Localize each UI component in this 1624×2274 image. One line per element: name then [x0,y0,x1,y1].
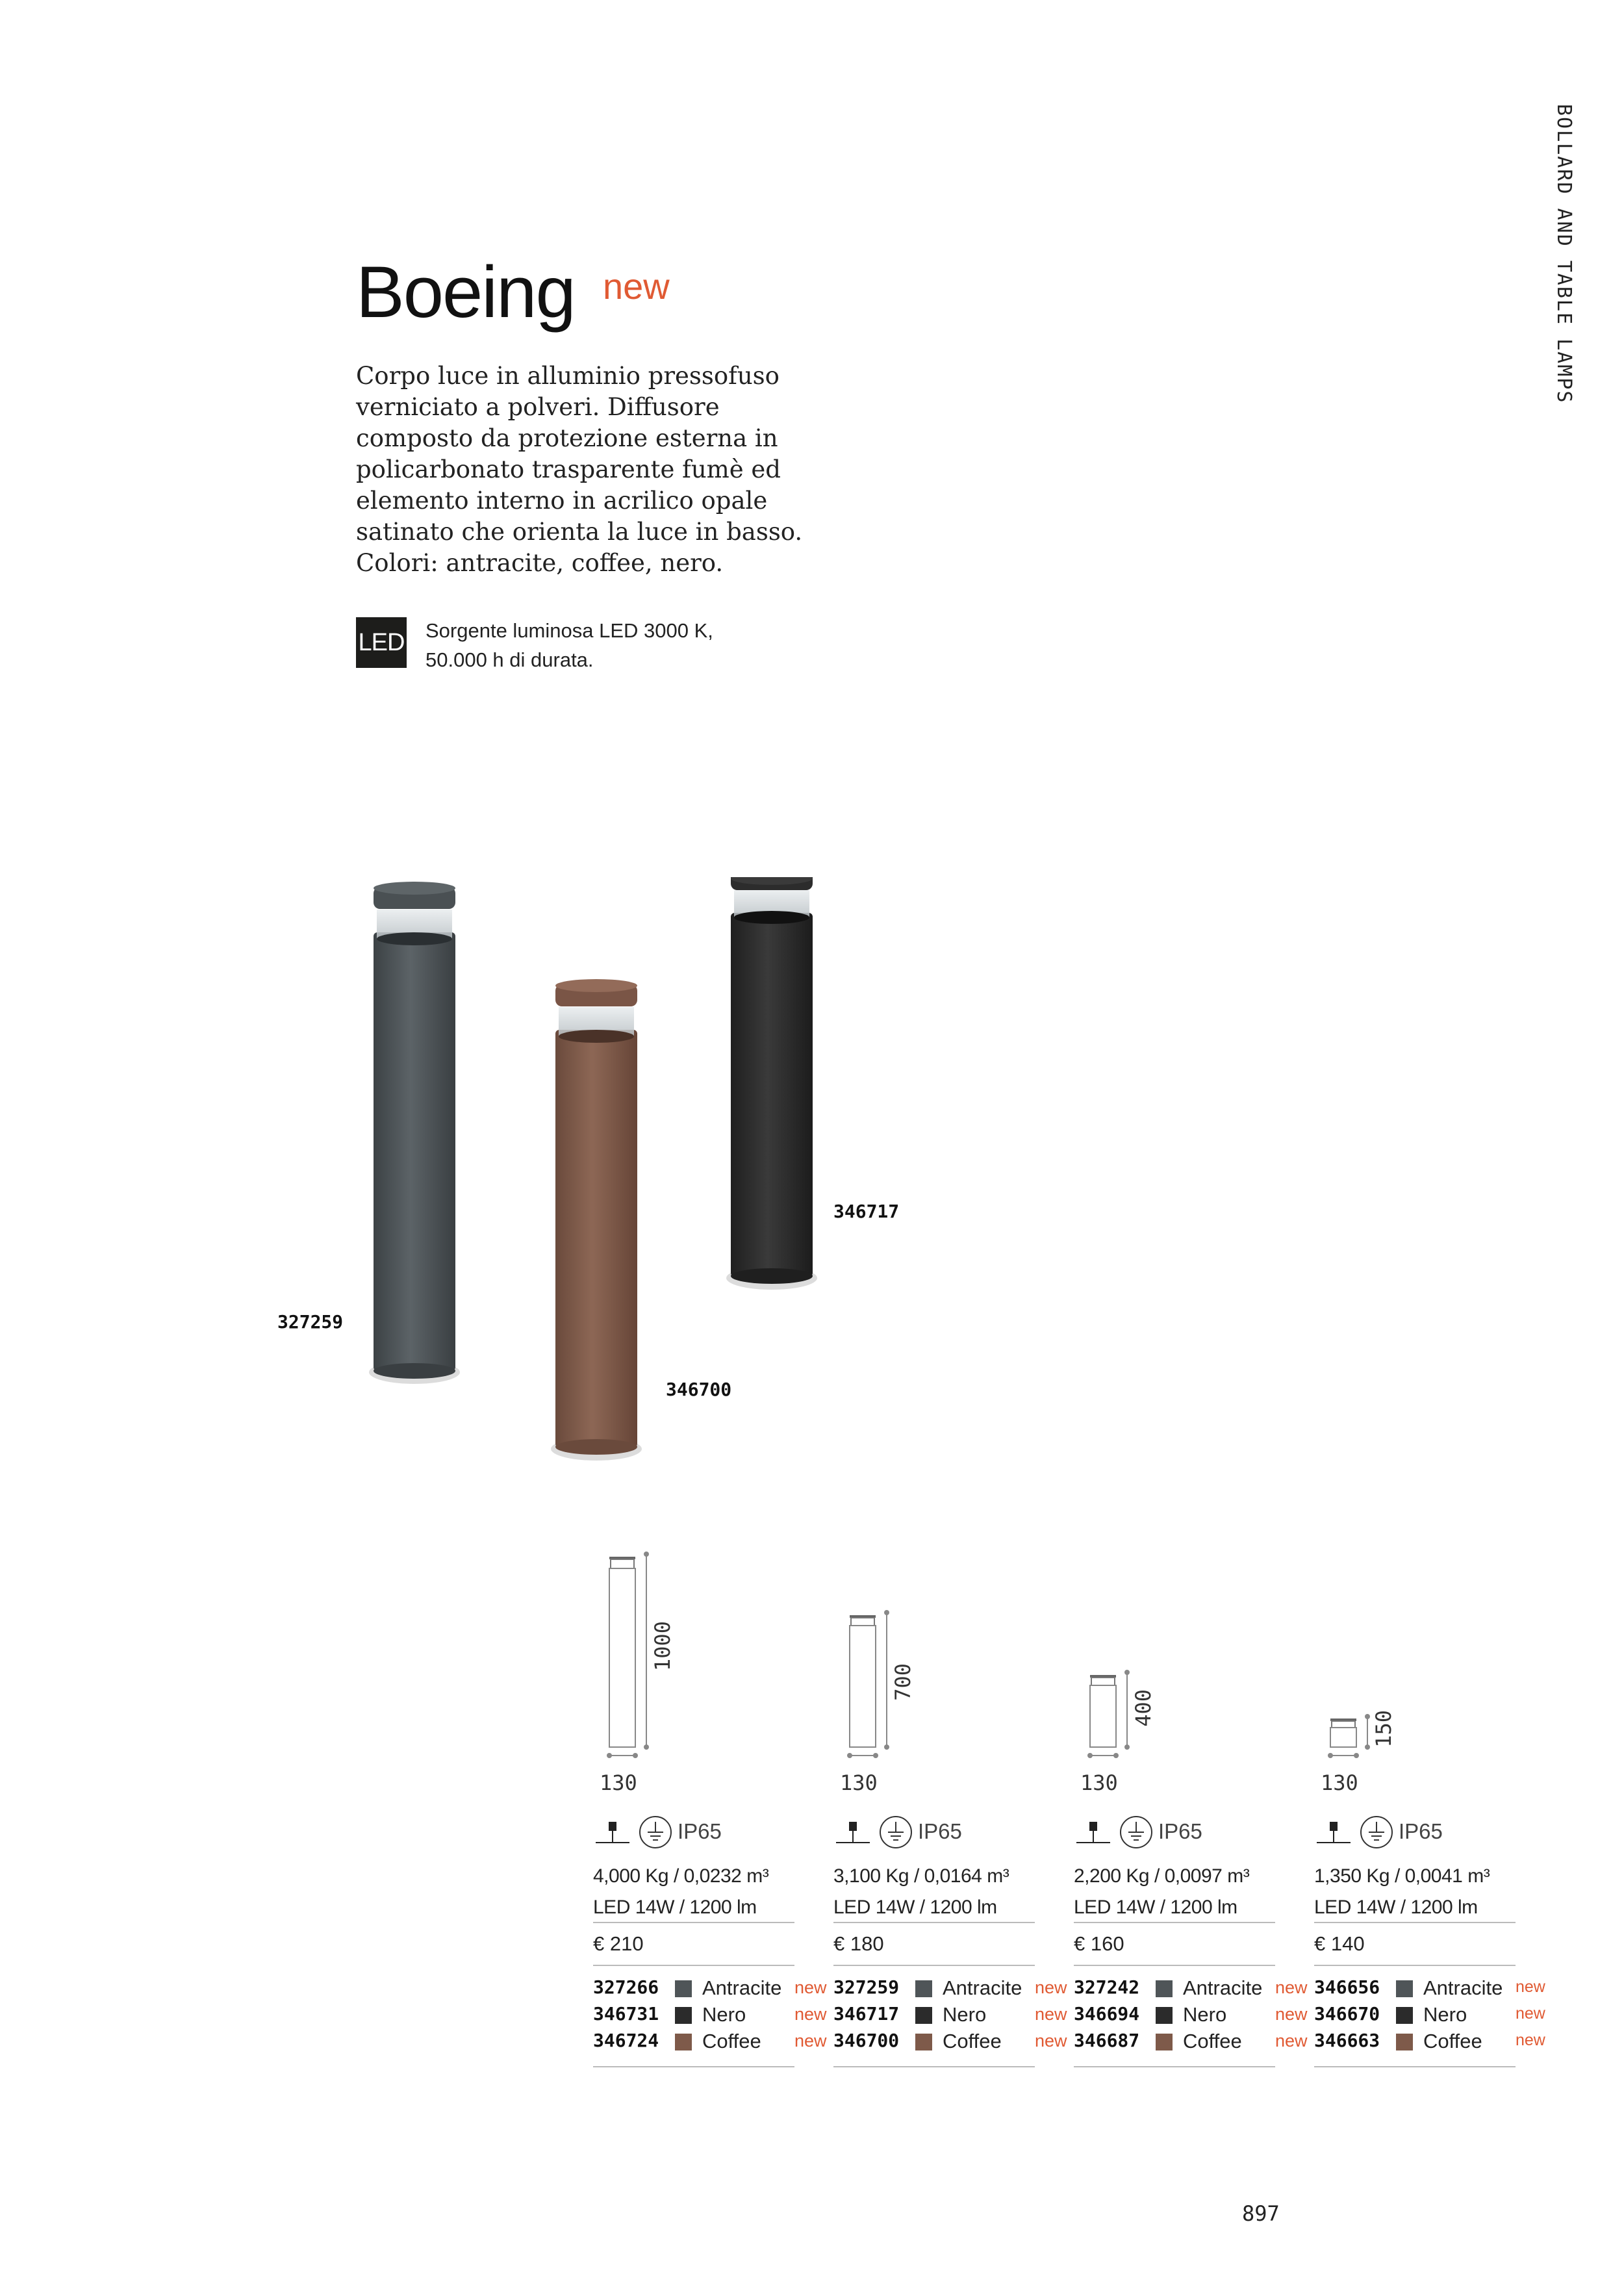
price: € 180 [833,1932,884,1955]
divider [833,2066,1035,2067]
variant-list [1314,1975,1554,2055]
variant-new: new [1516,1978,1545,1996]
variant-new: new [1035,2031,1067,2050]
variant-color: Nero [702,2003,746,2026]
price-row [1314,1922,1516,1966]
icons-row [833,1814,1035,1853]
nero-swatch [1396,2007,1413,2024]
variant-new: new [1275,2031,1308,2050]
coffee-swatch [1396,2034,1413,2050]
variant-row [833,2028,1074,2055]
variant-code: 346656 [1314,1976,1380,1998]
ground-earth-icon [1118,1814,1154,1850]
variant-color: Nero [943,2003,987,2026]
variant-code: 346724 [593,2030,659,2051]
variant-row [1074,1975,1314,2002]
variant-code: 346700 [833,2030,900,2051]
variant-row [833,2002,1074,2028]
variant-new: new [1275,1978,1308,1997]
variant-column-150 [1314,1546,1545,2099]
divider [1314,2066,1516,2067]
variant-row [593,2002,833,2028]
power-lumen: LED 14W / 1200 lm [1314,1897,1478,1918]
product-title: Boeing [356,251,575,333]
variant-list [833,1975,1074,2055]
power-lumen: LED 14W / 1200 lm [833,1897,997,1918]
page-number: 897 [1242,2201,1280,2226]
icons-row [593,1814,794,1853]
photo-label-antracite: 327259 [277,1311,344,1333]
bollard-coffee [551,979,642,1461]
variant-column-1000 [593,1546,827,2099]
variant-column-700 [833,1546,1067,2099]
variant-code: 327266 [593,1976,659,1998]
divider [1074,2066,1275,2067]
variant-code: 346687 [1074,2030,1140,2051]
specs [1314,1861,1490,1923]
price-row [833,1922,1035,1966]
ground-mount-icon [593,1817,632,1848]
variant-new: new [794,2031,827,2050]
antracite-swatch [1396,1980,1413,1997]
variant-new: new [1516,2031,1545,2049]
variant-new: new [1035,1978,1067,1997]
variant-list [593,1975,833,2055]
ip-rating: IP65 [1399,1819,1443,1843]
variant-row [833,1975,1074,2002]
led-info-line-2: 50.000 h di durata. [425,648,594,671]
variant-row [1314,2028,1554,2055]
icons-row [1074,1814,1275,1853]
width-dimension: 130 [1321,1770,1358,1795]
section-label: BOLLARD AND TABLE LAMPS [1553,104,1575,404]
antracite-swatch [675,1980,692,1997]
variant-color: Antracite [1183,1976,1263,1999]
variant-row [593,2028,833,2055]
variant-row [1314,1975,1554,2002]
width-dimension: 130 [1080,1770,1118,1795]
height-dimension: 400 [1131,1689,1156,1727]
variant-code: 327242 [1074,1976,1140,1998]
variant-color: Nero [1183,2003,1227,2026]
variant-column-400 [1074,1546,1308,2099]
led-info-line-1: Sorgente luminosa LED 3000 K, [425,619,713,642]
weight-volume: 4,000 Kg / 0,0232 m³ [593,1865,769,1887]
power-lumen: LED 14W / 1200 lm [593,1897,757,1918]
height-dimension: 150 [1371,1710,1396,1748]
specs [593,1861,768,1923]
divider [593,2066,794,2067]
variant-color: Coffee [1183,2030,1242,2052]
variant-code: 346694 [1074,2003,1140,2025]
weight-volume: 2,200 Kg / 0,0097 m³ [1074,1865,1250,1887]
variant-new: new [1035,2004,1067,2024]
ip-rating: IP65 [918,1819,962,1843]
ip-rating: IP65 [1158,1819,1202,1843]
weight-volume: 1,350 Kg / 0,0041 m³ [1314,1865,1490,1887]
variant-color: Antracite [702,1976,782,1999]
coffee-swatch [1156,2034,1173,2050]
dimension-drawing [1074,1546,1275,1774]
variant-new: new [1275,2004,1308,2024]
variant-row [1074,2002,1314,2028]
antracite-swatch [1156,1980,1173,1997]
ip-rating: IP65 [678,1819,722,1843]
variant-code: 346670 [1314,2003,1380,2025]
variant-new: new [794,1978,827,1997]
height-dimension: 1000 [650,1621,675,1672]
bollard-nero [726,877,817,1290]
specs [1074,1861,1249,1923]
height-dimension: 700 [891,1663,915,1701]
variant-row [1074,2028,1314,2055]
dimension-drawing [833,1546,1035,1774]
dimension-drawing [1314,1546,1516,1774]
led-icon: LED [356,617,407,668]
price: € 160 [1074,1932,1124,1955]
variant-color: Antracite [943,1976,1022,1999]
variant-new: new [1516,2004,1545,2023]
variant-row [593,1975,833,2002]
ground-earth-icon [878,1814,914,1850]
nero-swatch [675,2007,692,2024]
ground-earth-icon [1358,1814,1395,1850]
variant-color: Coffee [1423,2030,1482,2052]
variant-code: 327259 [833,1976,900,1998]
variant-color: Antracite [1423,1976,1503,1999]
ground-mount-icon [1314,1817,1353,1848]
photo-label-nero: 346717 [833,1201,900,1222]
specs [833,1861,1009,1923]
power-lumen: LED 14W / 1200 lm [1074,1897,1237,1918]
variant-row [1314,2002,1554,2028]
ground-mount-icon [833,1817,872,1848]
price: € 140 [1314,1932,1365,1955]
price-row [593,1922,794,1966]
variant-new: new [794,2004,827,2024]
led-info [425,616,815,674]
nero-swatch [1156,2007,1173,2024]
dimension-drawing [593,1546,794,1774]
coffee-swatch [915,2034,932,2050]
variant-color: Nero [1423,2003,1467,2026]
variant-code: 346731 [593,2003,659,2025]
new-badge: new [603,266,670,307]
variant-color: Coffee [702,2030,761,2052]
variant-code: 346663 [1314,2030,1380,2051]
icons-row [1314,1814,1516,1853]
antracite-swatch [915,1980,932,1997]
width-dimension: 130 [840,1770,878,1795]
variant-list [1074,1975,1314,2055]
ground-mount-icon [1074,1817,1113,1848]
bollard-antracite [369,882,460,1384]
product-description: Corpo luce in alluminio pressofuso verniciato a polveri. Diffusore composto da protezione esterna in policarbonato trasparente fumè ed elemento interno in acrilico opale satinato che orienta la luce in basso. Colori: antracite, coffee, nero. [356,362,803,577]
price-row [1074,1922,1275,1966]
variant-color: Coffee [943,2030,1002,2052]
coffee-swatch [675,2034,692,2050]
width-dimension: 130 [600,1770,637,1795]
nero-swatch [915,2007,932,2024]
ground-earth-icon [637,1814,674,1850]
price: € 210 [593,1932,644,1955]
weight-volume: 3,100 Kg / 0,0164 m³ [833,1865,1009,1887]
photo-label-coffee: 346700 [666,1379,732,1400]
variant-code: 346717 [833,2003,900,2025]
product-photo [338,877,922,1475]
